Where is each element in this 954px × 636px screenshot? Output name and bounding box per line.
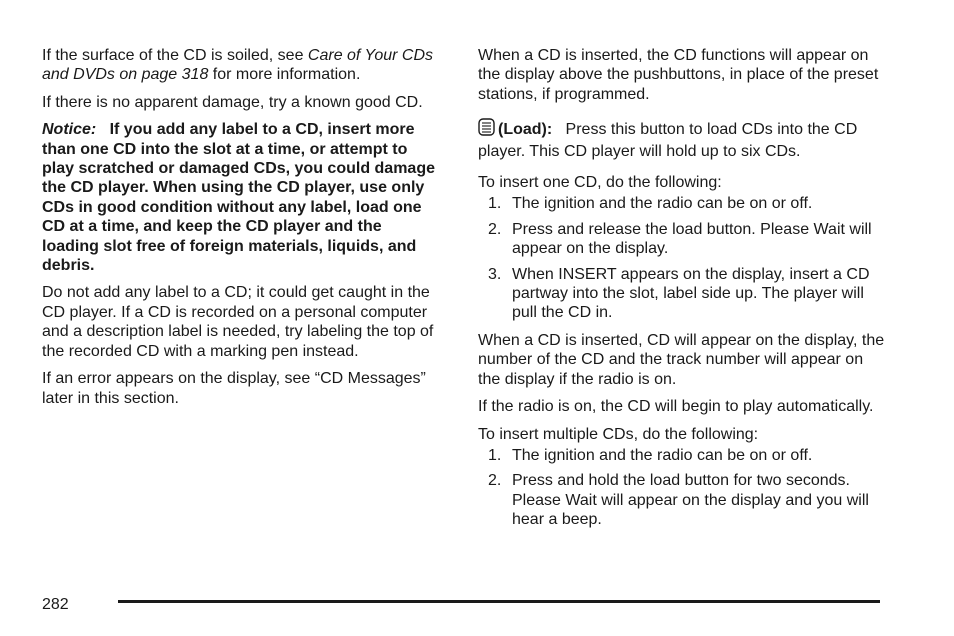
radio-on-paragraph: If the radio is on, the CD will begin to play automatically. xyxy=(478,398,874,416)
insert-multi-intro: To insert multiple CDs, do the following: xyxy=(478,425,759,443)
load-text: Press this button to load CDs into the CD player. This CD player will hold up to six CDs. xyxy=(478,121,858,160)
list-item: 2. Press and release the load button. Please Wait will appear on the display. xyxy=(488,220,872,258)
load-paragraph xyxy=(478,118,888,161)
label-warning-paragraph: Do not add any label to a CD; it could get caught in the CD player. If a CD is recorded on a personal computer and a description label is needed, try labeling the top of the recorded CD with a marking pen instead. xyxy=(42,284,434,360)
insert-multi-list xyxy=(478,446,888,530)
soiled-cd-paragraph: If the surface of the CD is soiled, see Care of Your CDs and DVDs on page 318 for more information. xyxy=(42,47,433,84)
no-damage-paragraph: If there is no apparent damage, try a known good CD. xyxy=(42,93,423,111)
list-item: 3. When INSERT appears on the display, insert a CD partway into the slot, label side up. The player will pull the CD in. xyxy=(488,265,870,322)
list-item: 1. The ignition and the radio can be on or off. xyxy=(488,446,813,464)
notice-text: If you add any label to a CD, insert more than one CD into the slot at a time, or attempt to play scratched or damaged CDs, you could damage the CD player. When using the CD player, use only CDs in good condition without any label, load one CD at a time, and keep the CD player and the loading slot free of foreign materials, liquids, and debris. xyxy=(42,121,435,275)
right-column xyxy=(478,46,888,530)
footer-divider xyxy=(118,600,880,603)
left-column xyxy=(42,46,442,408)
insert-one-list xyxy=(478,194,888,322)
list-item: 2. Press and hold the load button for two seconds. Please Wait will appear on the display and you will hear a beep. xyxy=(488,472,869,529)
insert-one-intro: To insert one CD, do the following: xyxy=(478,174,722,192)
care-reference: Care of Your CDs and DVDs on page 318 xyxy=(42,47,433,84)
load-label: (Load): xyxy=(498,121,553,139)
list-item: 1. The ignition and the radio can be on or off. xyxy=(488,195,813,213)
notice-label: Notice: xyxy=(42,121,97,139)
load-cd-icon xyxy=(478,118,495,141)
cd-inserted-paragraph: When a CD is inserted, the CD functions will appear on the display above the pushbuttons, in place of the preset stations, if programmed. xyxy=(478,47,879,103)
page-number: 282 xyxy=(42,596,69,613)
notice-paragraph xyxy=(42,120,442,275)
error-paragraph: If an error appears on the display, see “CD Messages” later in this section. xyxy=(42,370,426,407)
cd-displayed-paragraph: When a CD is inserted, CD will appear on the display, the number of the CD and the track number will appear on the display if the radio is on. xyxy=(478,331,885,388)
